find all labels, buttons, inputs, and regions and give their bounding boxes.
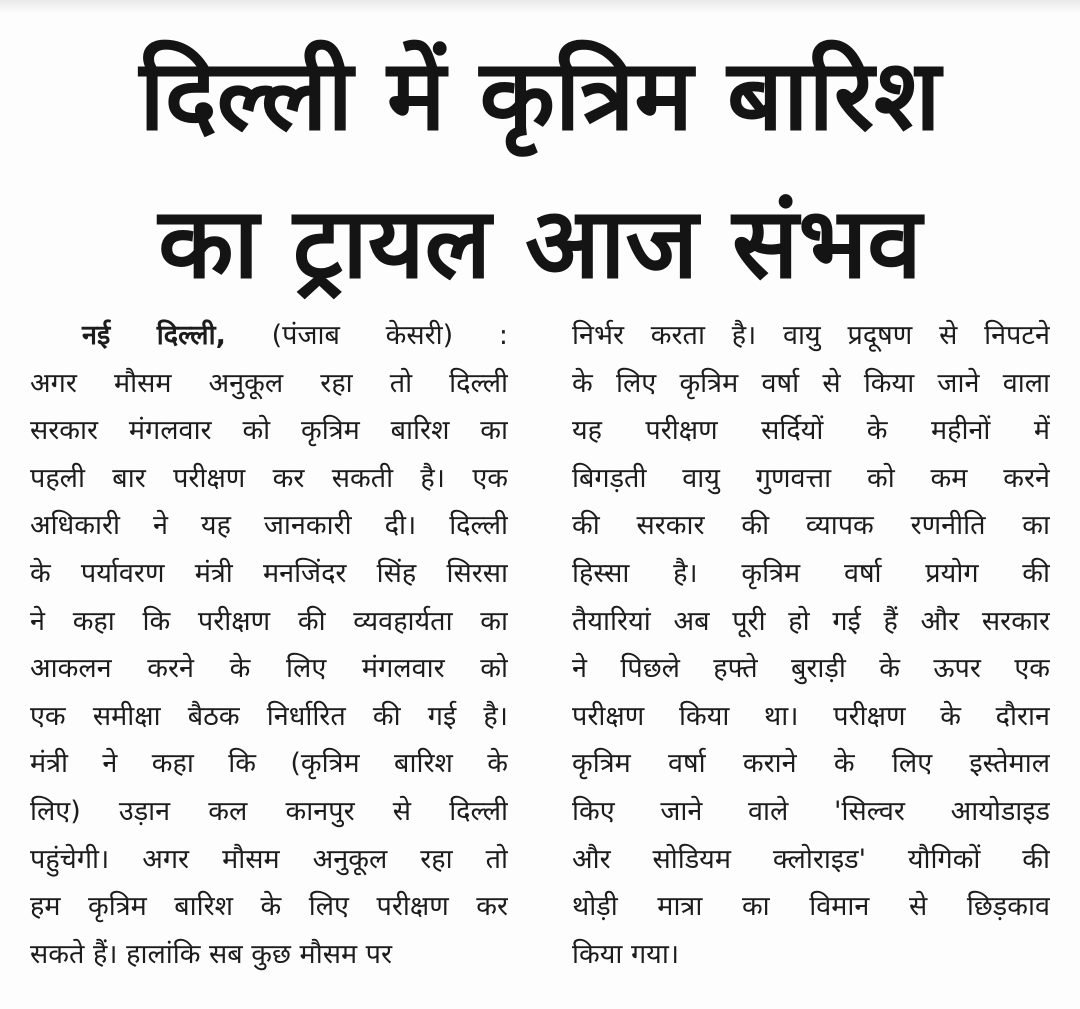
article-text-line: ने पिछले हफ्ते बुराड़ी के ऊपर एक	[572, 653, 1050, 685]
article-text-line: आकलन करने के लिए मंगलवार को	[30, 653, 508, 685]
article-text-line: सकते हैं। हालांकि सब कुछ मौसम पर	[30, 938, 393, 970]
clipping-top-edge	[0, 0, 1080, 14]
article-text-line: अधिकारी ने यह जानकारी दी। दिल्ली	[30, 510, 508, 542]
article-body	[30, 312, 1050, 992]
article-text-line: एक समीक्षा बैठक निर्धारित की गई है।	[30, 700, 508, 732]
article-text-line: लिए) उड़ान कल कानपुर से दिल्ली	[30, 795, 508, 827]
headline-line-2: का ट्रायल आज संभव	[158, 187, 922, 301]
article-text-line: अगर मौसम अनुकूल रहा तो दिल्ली	[30, 367, 508, 399]
article-text-line: कृत्रिम वर्षा कराने के लिए इस्तेमाल	[572, 748, 1050, 780]
source-credit: (पंजाब केसरी) :	[271, 320, 508, 351]
article-text-line: की सरकार की व्यापक रणनीति का	[572, 510, 1050, 542]
article-text-line: ने कहा कि परीक्षण की व्यवहार्यता का	[30, 605, 508, 637]
article-text-line: परीक्षण किया था। परीक्षण के दौरान	[572, 700, 1050, 732]
headline-line-1: दिल्ली में कृत्रिम बारिश	[139, 39, 941, 153]
article-text-line: यह परीक्षण सर्दियों के महीनों में	[572, 415, 1050, 447]
article-text-line: निर्भर करता है। वायु प्रदूषण से निपटने	[572, 320, 1050, 351]
dateline-line	[30, 312, 508, 360]
article-text-line: तैयारियां अब पूरी हो गई हैं और सरकार	[572, 605, 1050, 637]
article-text-line: सरकार मंगलवार को कृत्रिम बारिश का	[30, 415, 508, 447]
dateline: नई दिल्ली,	[82, 320, 226, 351]
article-text-line: और सोडियम क्लोराइड' यौगिकों की	[572, 843, 1050, 875]
article-text-line: पहुंचेगी। अगर मौसम अनुकूल रहा तो	[30, 843, 508, 875]
article-column-1	[30, 312, 508, 992]
article-text-line: किया गया।	[572, 938, 680, 970]
article-text-line: मंत्री ने कहा कि (कृत्रिम बारिश के	[30, 748, 508, 780]
article-text-line: किए जाने वाले 'सिल्वर आयोडाइड	[572, 795, 1050, 827]
article-text-line: थोड़ी मात्रा का विमान से छिड़काव	[572, 891, 1050, 923]
headline	[30, 22, 1050, 318]
article-text-line: हम कृत्रिम बारिश के लिए परीक्षण कर	[30, 891, 508, 923]
article-text-line: के लिए कृत्रिम वर्षा से किया जाने वाला	[572, 367, 1050, 399]
article-text-line: के पर्यावरण मंत्री मनजिंदर सिंह सिरसा	[30, 557, 508, 589]
article-text-line: पहली बार परीक्षण कर सकती है। एक	[30, 462, 508, 494]
article-text-line: हिस्सा है। कृत्रिम वर्षा प्रयोग की	[572, 557, 1050, 589]
article-column-2	[572, 312, 1050, 992]
article-text-line: बिगड़ती वायु गुणवत्ता को कम करने	[572, 462, 1050, 494]
